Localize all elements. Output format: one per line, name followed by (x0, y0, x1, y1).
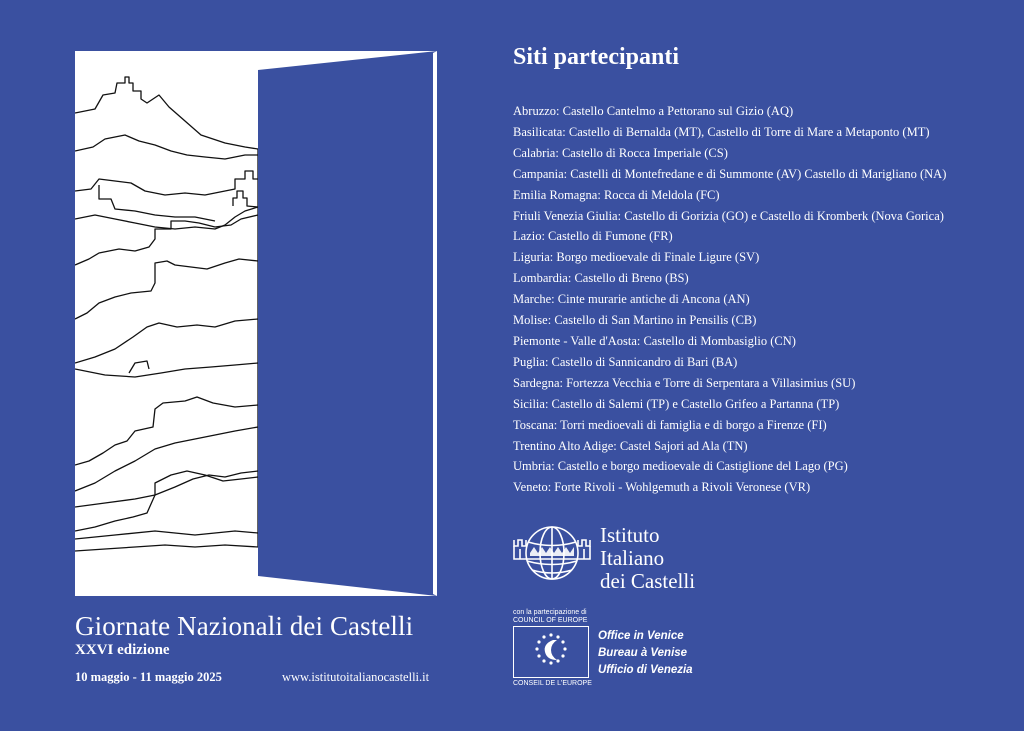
website-link[interactable]: www.istitutoitalianocastelli.it (282, 670, 430, 684)
event-dates: 10 maggio - 11 maggio 2025 (75, 670, 222, 684)
list-item: Piemonte - Valle d'Aosta: Castello di Mombasiglio (CN) (513, 333, 796, 348)
office-line: Office in Venice (598, 630, 684, 642)
list-item: Friuli Venezia Giulia: Castello di Gorizia (GO) e Castello di Kromberk (Nova Gorica) (513, 208, 944, 223)
list-item: Liguria: Borgo medioevale di Finale Ligure (SV) (513, 250, 760, 265)
sites-heading: Siti partecipanti (513, 44, 679, 70)
open-door-panel (258, 51, 437, 596)
council-participation (513, 609, 587, 625)
participation-line: COUNCIL OF EUROPE (513, 617, 588, 624)
castle-globe-logo-icon (512, 523, 602, 589)
institute-name-line: dei Castelli (600, 569, 696, 593)
office-line: Bureau à Venise (598, 647, 688, 659)
door-frame (433, 51, 437, 596)
institute-name-line: Italiano (600, 546, 665, 570)
list-item: Trentino Alto Adige: Castel Sajori ad Ala (TN) (513, 438, 748, 453)
event-title: Giornate Nazionali dei Castelli (75, 611, 414, 641)
list-item: Molise: Castello di San Martino in Pensilis (CB) (513, 313, 757, 328)
list-item: Basilicata: Castello di Bernalda (MT), Castello di Torre di Mare a Metaponto (MT) (513, 124, 930, 139)
office-line: Ufficio di Venezia (598, 664, 693, 676)
sites-list (513, 101, 946, 498)
council-bottom-label: CONSEIL DE L'EUROPE (513, 680, 592, 687)
castle-door-illustration (75, 51, 437, 596)
list-item: Sicilia: Castello di Salemi (TP) e Castello Grifeo a Partanna (TP) (513, 396, 840, 411)
edition-label: XXVI edizione (75, 642, 170, 658)
list-item: Campania: Castelli di Montefredane e di Summonte (AV) Castello di Marigliano (NA) (513, 166, 947, 181)
list-item: Calabria: Castello di Rocca Imperiale (CS) (513, 145, 728, 160)
participation-line: con la partecipazione di (513, 609, 587, 616)
list-item: Abruzzo: Castello Cantelmo a Pettorano sul Gizio (AQ) (513, 104, 794, 118)
list-item: Veneto: Forte Rivoli - Wohlgemuth a Rivoli Veronese (VR) (513, 480, 811, 495)
list-item: Lazio: Castello di Fumone (FR) (513, 229, 673, 244)
institute-name (600, 524, 695, 593)
institute-name-line: Istituto (600, 523, 660, 547)
office-venice (598, 628, 693, 679)
list-item: Lombardia: Castello di Breno (BS) (513, 271, 689, 286)
list-item: Marche: Cinte murarie antiche di Ancona (AN) (513, 292, 750, 307)
council-of-europe-emblem-icon (513, 626, 589, 678)
list-item: Toscana: Torri medioevali di famiglia e di borgo a Firenze (FI) (513, 417, 827, 432)
list-item: Emilia Romagna: Rocca di Meldola (FC) (513, 187, 720, 202)
list-item: Umbria: Castello e borgo medioevale di Castiglione del Lago (PG) (513, 459, 848, 474)
list-item: Sardegna: Fortezza Vecchia e Torre di Serpentara a Villasimius (SU) (513, 375, 856, 390)
list-item: Puglia: Castello di Sannicandro di Bari (BA) (513, 354, 738, 369)
